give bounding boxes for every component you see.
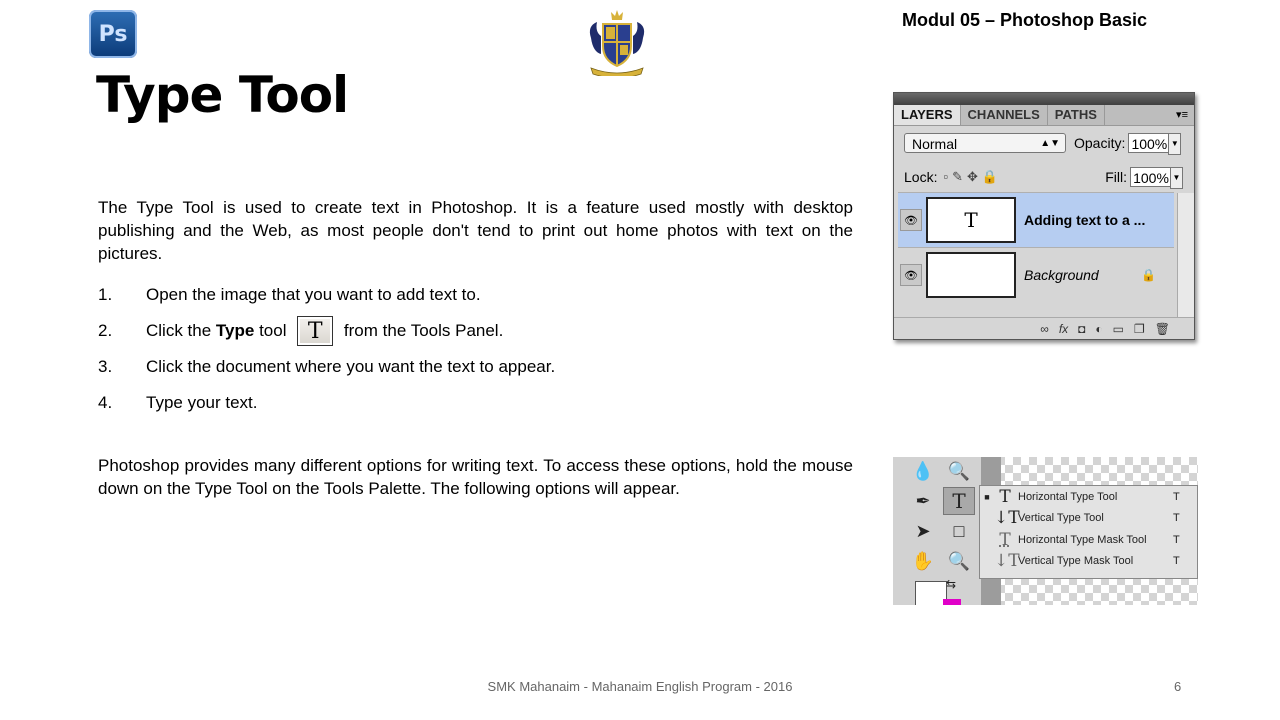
flyout-item-label: Horizontal Type Mask Tool xyxy=(1018,533,1147,546)
tools-column xyxy=(893,457,983,605)
layer-row[interactable] xyxy=(898,247,1174,302)
opacity-value: 100% xyxy=(1131,136,1168,152)
step-number: 1. xyxy=(98,285,113,304)
layers-panel xyxy=(893,92,1195,340)
adjustment-layer-icon[interactable]: ◐ xyxy=(1095,321,1103,336)
blend-row xyxy=(904,133,1179,153)
photoshop-logo-icon: Ps xyxy=(89,10,137,58)
opacity-label: Opacity: xyxy=(1074,135,1126,151)
blur-tool-icon[interactable]: 💧 xyxy=(911,460,935,481)
horizontal-type-icon: T xyxy=(999,486,1011,507)
flyout-item-label: Vertical Type Mask Tool xyxy=(1018,555,1134,568)
step-text-mid: tool xyxy=(254,321,292,340)
vertical-type-mask-icon: ↓T xyxy=(994,551,1020,572)
shortcut-key: T xyxy=(1173,512,1180,525)
lock-icon: 🔒 xyxy=(1141,268,1156,282)
step-number: 3. xyxy=(98,357,113,376)
opacity-field[interactable] xyxy=(1128,133,1179,153)
step-text: Click the document where you want the text to appear. xyxy=(146,357,556,376)
list-item xyxy=(98,277,853,313)
list-item xyxy=(98,385,853,421)
swap-colors-icon[interactable]: ⇆ xyxy=(945,577,957,591)
type-tool-flyout xyxy=(979,485,1198,579)
fill-field[interactable] xyxy=(1130,167,1181,187)
layer-name: Adding text to a ... xyxy=(1024,212,1146,228)
trash-icon[interactable]: 🗑 xyxy=(1154,321,1170,336)
tab-layers[interactable]: LAYERS xyxy=(894,105,961,125)
dodge-tool-icon[interactable]: 🔍 xyxy=(947,460,971,481)
select-arrows-icon: ▲▼ xyxy=(1040,138,1060,149)
step-number: 4. xyxy=(98,393,113,412)
tab-channels[interactable]: CHANNELS xyxy=(961,105,1048,125)
panel-tabs xyxy=(894,105,1194,126)
step-text-bold: Type xyxy=(215,321,255,340)
school-crest-icon xyxy=(585,8,649,76)
step-text: Type your text. xyxy=(146,393,258,412)
step-text: Open the image that you want to add text to. xyxy=(146,285,481,304)
module-title: Modul 05 – Photoshop Basic xyxy=(902,10,1148,30)
zoom-tool-icon[interactable]: 🔍 xyxy=(947,550,971,571)
panel-menu-icon[interactable]: ▾≡ xyxy=(1176,109,1188,121)
outro-paragraph: Photoshop provides many different options for writing text. To access these options, hold the mouse down on the Type Tool on the Tools Palette. The following options will appear. xyxy=(98,456,853,498)
shortcut-key: T xyxy=(1173,533,1180,546)
background-color-swatch[interactable] xyxy=(943,599,961,605)
blend-mode-select[interactable] xyxy=(904,133,1066,153)
footer-text: SMK Mahanaim - Mahanaim English Program - 2016 xyxy=(487,679,793,694)
list-item xyxy=(98,313,853,349)
new-group-icon[interactable]: ▭ xyxy=(1112,321,1124,336)
vertical-type-icon: ↓T xyxy=(994,508,1020,529)
type-tool-icon: T xyxy=(297,316,333,346)
flyout-item-vertical-type-mask[interactable] xyxy=(980,551,1197,573)
rectangle-tool-icon[interactable]: □ xyxy=(953,520,965,541)
panel-titlebar xyxy=(894,93,1194,105)
page-number: 6 xyxy=(1174,679,1182,694)
slide-title: Type Tool xyxy=(96,66,349,124)
fill-label: Fill: xyxy=(1105,169,1127,185)
lock-label: Lock: xyxy=(904,169,938,185)
lock-icons[interactable]: ▫✎✥🔒 xyxy=(943,169,1003,184)
layer-mask-icon[interactable]: ◘ xyxy=(1078,321,1086,336)
new-layer-icon[interactable]: ❐ xyxy=(1134,321,1145,336)
layer-thumbnail xyxy=(926,252,1016,298)
horizontal-type-mask-icon: T xyxy=(999,529,1011,550)
layer-thumbnail: T xyxy=(926,197,1016,243)
flyout-item-vertical-type[interactable] xyxy=(980,508,1197,530)
fill-value: 100% xyxy=(1133,170,1169,186)
fill-dropdown-icon[interactable]: ▼ xyxy=(1170,167,1183,189)
shortcut-key: T xyxy=(1173,490,1180,503)
selected-bullet-icon: ■ xyxy=(984,491,990,502)
flyout-item-horizontal-type-mask[interactable] xyxy=(980,529,1197,551)
type-tool-icon[interactable]: T xyxy=(943,487,975,515)
path-selection-icon[interactable]: ➤ xyxy=(915,520,931,541)
step-text-pre: Click the xyxy=(146,321,216,340)
panel-footer xyxy=(894,317,1194,339)
layer-row[interactable] xyxy=(898,192,1174,247)
eye-icon[interactable]: 👁 xyxy=(900,209,922,231)
blend-mode-value: Normal xyxy=(912,136,958,152)
fill-group xyxy=(1105,167,1181,187)
eye-icon[interactable]: 👁 xyxy=(900,264,922,286)
opacity-dropdown-icon[interactable]: ▼ xyxy=(1168,133,1181,155)
intro-paragraph: The Type Tool is used to create text in Photoshop. It is a feature used mostly with desktop publishing and the Web, as most people don't tend to print out home photos with text on the pictures. xyxy=(98,198,853,263)
steps-list xyxy=(98,277,853,421)
pen-tool-icon[interactable]: ✒ xyxy=(915,490,931,511)
flyout-item-label: Vertical Type Tool xyxy=(1018,512,1104,525)
layer-style-icon[interactable]: fx xyxy=(1058,321,1069,336)
hand-tool-icon[interactable]: ✋ xyxy=(911,550,935,571)
panel-scrollbar[interactable] xyxy=(1177,193,1194,317)
tab-paths[interactable]: PATHS xyxy=(1048,105,1105,125)
lock-row xyxy=(904,167,1184,187)
shortcut-key: T xyxy=(1173,555,1180,568)
list-item xyxy=(98,349,853,385)
flyout-item-horizontal-type[interactable] xyxy=(980,486,1197,508)
step-text-post: from the Tools Panel. xyxy=(339,321,504,340)
link-layers-icon[interactable]: ∞ xyxy=(1040,321,1049,336)
layer-name: Background xyxy=(1024,267,1099,283)
tools-panel xyxy=(893,457,1198,605)
flyout-item-label: Horizontal Type Tool xyxy=(1018,490,1118,503)
step-number: 2. xyxy=(98,321,113,340)
